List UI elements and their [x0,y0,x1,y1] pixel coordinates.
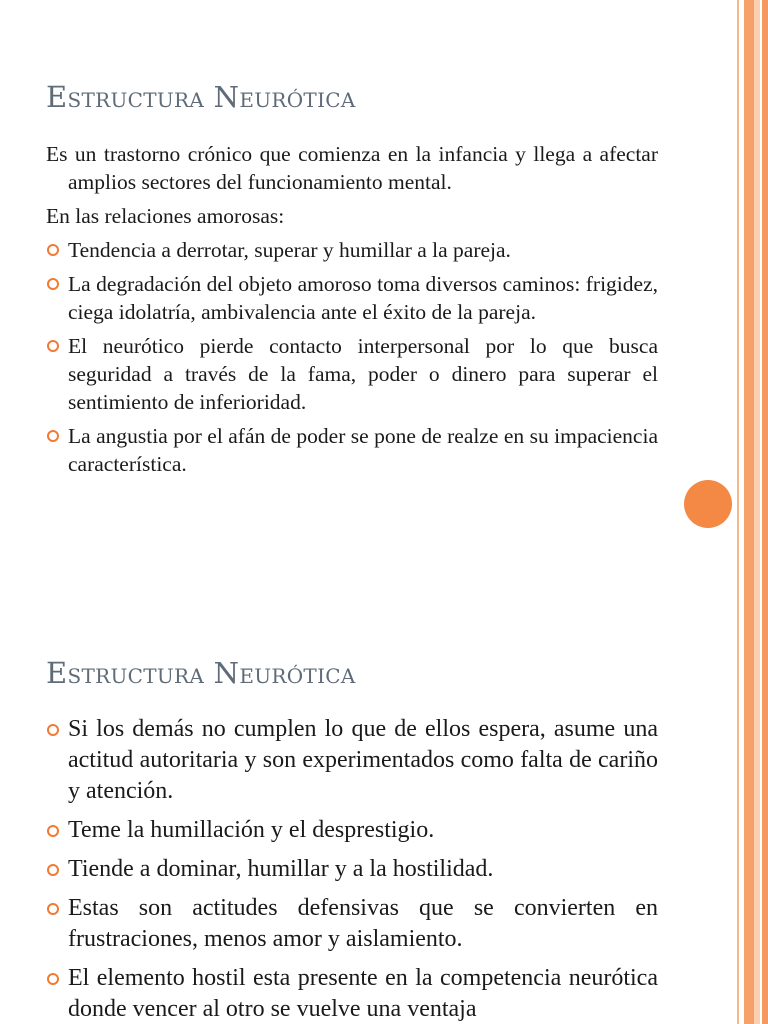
list-item-text: El elemento hostil esta presente en la competencia neurótica donde vencer al otro se vuelve una ventaja [68,965,658,1022]
bullet-ring-icon [47,278,59,290]
slide-2 [0,580,768,1024]
list-item [46,854,658,885]
list-item [46,963,658,1024]
slide-1-body [46,140,658,484]
subheading: En las relaciones amorosas: [46,204,285,228]
list-item [46,422,658,478]
list-item-text: La degradación del objeto amoroso toma diversos caminos: frigidez, ciega idolatría, ambivalencia ante el éxito de la pareja. [68,272,658,324]
list-item [46,270,658,326]
bullet-ring-icon [47,973,59,985]
list-item [46,815,658,846]
list-item-text: Teme la humillación y el desprestigio. [68,817,435,843]
intro-paragraph: Es un trastorno crónico que comienza en la infancia y llega a afectar amplios sectores del funcionamiento mental. [46,142,658,194]
bullet-ring-icon [47,724,59,736]
bullet-ring-icon [47,864,59,876]
bullet-ring-icon [47,244,59,256]
list-item-text: La angustia por el afán de poder se pone de realze en su impaciencia característica. [68,424,658,476]
list-item-text: Estas son actitudes defensivas que se convierten en frustraciones, menos amor y aislamiento. [68,895,658,952]
bullet-ring-icon [47,825,59,837]
bullet-ring-icon [47,903,59,915]
list-item [46,332,658,416]
list-item-text: El neurótico pierde contacto interpersonal por lo que busca seguridad a través de la fama, poder o dinero para superar el sentimiento de inferioridad. [68,334,658,414]
list-item-text: Tendencia a derrotar, superar y humillar a la pareja. [68,238,511,262]
bullet-ring-icon [47,430,59,442]
list-item-text: Si los demás no cumplen lo que de ellos espera, asume una actitud autoritaria y son experimentados como falta de cariño y atención. [68,716,658,804]
list-item [46,714,658,807]
slide-1-title: Estructura Neurótica [46,80,356,114]
list-item [46,236,658,264]
slide-2-body [46,714,658,1024]
bullet-ring-icon [47,340,59,352]
slide-2-title: Estructura Neurótica [46,656,356,690]
list-item-text: Tiende a dominar, humillar y a la hostilidad. [68,856,494,882]
list-item [46,893,658,955]
